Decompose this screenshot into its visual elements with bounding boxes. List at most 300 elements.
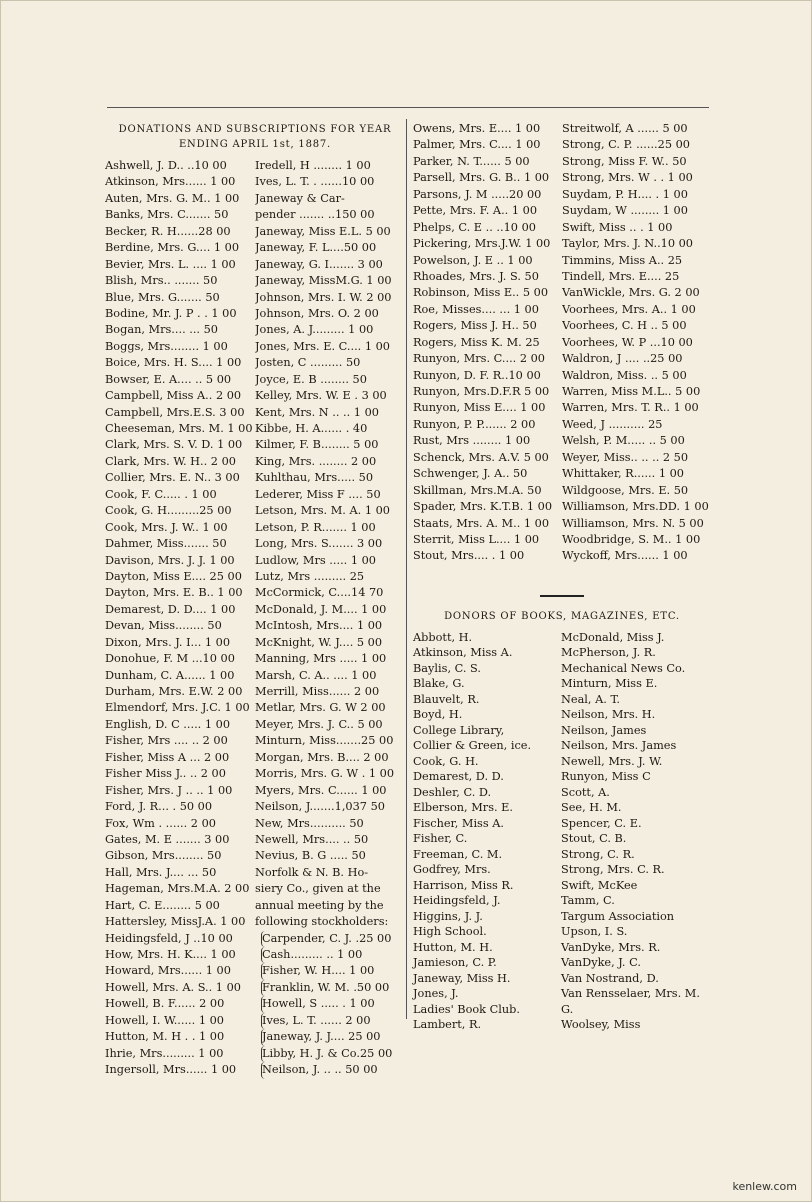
entry-text: Voorhees, W. P ...10 00	[562, 335, 693, 349]
donation-row	[105, 224, 405, 240]
donations-left-column	[105, 114, 405, 1079]
entry-text: English, D. C ..... 1 00	[105, 717, 231, 731]
entry	[562, 154, 711, 170]
entry-text: Morgan, Mrs. B.... 2 00	[255, 750, 389, 764]
entry	[255, 783, 405, 799]
entry	[255, 816, 405, 832]
donation-row	[413, 203, 711, 219]
donor-name: Lambert, R.	[413, 1018, 482, 1032]
entry	[562, 368, 711, 384]
entry	[105, 766, 255, 782]
entry-text: Manning, Mrs ..... 1 00	[255, 652, 387, 666]
entry-text: Devan, Miss........ 50	[105, 619, 222, 633]
donor-name: Spencer, C. E.	[561, 816, 642, 830]
entry-text: Jones, Mrs. E. C.... 1 00	[255, 339, 390, 353]
entry	[105, 602, 255, 618]
entry-text: Letson, Mrs. M. A. 1 00	[255, 504, 390, 518]
entry-text: Dixon, Mrs. J. I... 1 00	[105, 635, 231, 649]
donation-row	[105, 273, 405, 289]
entry-text: New, Mrs.......... 50	[255, 816, 364, 830]
entry	[255, 503, 405, 519]
entry	[105, 273, 255, 289]
donor-name: Higgins, J. J.	[413, 909, 483, 923]
entry	[105, 865, 255, 881]
entry	[413, 253, 562, 269]
donation-row	[105, 963, 405, 979]
entry-text: Fisher, Miss A ... 2 00	[105, 750, 230, 764]
entry-text: Minturn, Miss.......25 00	[255, 734, 394, 748]
donor-name: Blake, G.	[413, 677, 465, 691]
entry-text: How, Mrs. H. K.... 1 00	[105, 948, 236, 961]
entry-text: Waldron, J .... ..25 00	[562, 352, 683, 366]
entry	[562, 203, 711, 219]
entry	[413, 187, 562, 203]
entry	[255, 684, 405, 700]
entry-text: Josten, C ......... 50	[255, 356, 361, 370]
entry	[255, 421, 405, 437]
entry	[105, 1046, 255, 1062]
entry-text: Janeway, F. L....50 00	[255, 241, 377, 255]
entry	[562, 433, 711, 449]
entry-text: Warren, Mrs. T. R.. 1 00	[562, 401, 699, 415]
entry	[255, 355, 405, 371]
entry-text: Johnson, Mrs. O. 2 00	[255, 306, 379, 320]
entry	[562, 548, 711, 564]
entry-text: Dunham, C. A...... 1 00	[105, 668, 235, 682]
entry	[261, 1013, 412, 1029]
donor-name: Woolsey, Miss	[561, 1018, 641, 1032]
entry	[255, 437, 405, 453]
entry-text: Voorhees, Mrs. A.. 1 00	[562, 302, 696, 316]
entry-text: Robinson, Miss E.. 5 00	[413, 286, 549, 300]
entry	[562, 351, 711, 367]
entry-text: Banks, Mrs. C....... 50	[105, 208, 229, 222]
entry-text: Long, Mrs. S....... 3 00	[255, 537, 383, 551]
entry	[255, 240, 405, 256]
donor-name: Cook, G. H.	[413, 754, 479, 768]
donor-name: Demarest, D. D.	[413, 770, 504, 784]
entry	[413, 548, 562, 564]
donor-name: Strong, Mrs. C. R.	[561, 863, 665, 877]
entry-text: Ford, J. R... . 50 00	[105, 800, 213, 814]
entry	[105, 947, 255, 963]
entry-text: Janeway, Miss E.L. 5 00	[255, 224, 391, 238]
donation-row	[413, 417, 711, 433]
entry-text: Williamson, Mrs.DD. 1 00	[562, 500, 709, 514]
donor-name: Newell, Mrs. J. W.	[561, 754, 663, 768]
donation-row	[105, 372, 405, 388]
entry-text: Merrill, Miss...... 2 00	[255, 685, 380, 698]
donor-name: Harrison, Miss R.	[413, 878, 514, 892]
entry	[105, 717, 255, 733]
entry-text: Donohue, F. M ...10 00	[105, 652, 235, 666]
donor-name: Heidingsfeld, J.	[413, 894, 501, 908]
donation-row	[105, 487, 405, 503]
entry-text: Hart, C. E........ 5 00	[105, 898, 220, 912]
donation-row	[105, 848, 405, 864]
donation-row	[105, 750, 405, 766]
entry	[105, 963, 255, 979]
entry	[562, 170, 711, 186]
entry	[255, 487, 405, 503]
entry	[255, 651, 405, 667]
entry	[413, 368, 562, 384]
entry	[105, 684, 255, 700]
entry	[255, 914, 405, 930]
entry-text: Janeway, J. J.... 25 00	[262, 1030, 381, 1044]
donor-name: Fisher, C.	[413, 832, 468, 846]
entry-text: Owens, Mrs. E.... 1 00	[413, 122, 541, 135]
entry-text: Lutz, Mrs ......... 25	[255, 569, 365, 583]
donation-row	[105, 585, 405, 601]
entry-text: Swift, Miss .. . 1 00	[562, 220, 673, 234]
entry	[105, 1013, 255, 1029]
entry-text: Clark, Mrs. S. V. D. 1 00	[105, 438, 243, 452]
donations-heading: DONATIONS AND SUBSCRIPTIONS FOR YEAR ENDING APRIL 1st, 1887.	[118, 124, 392, 150]
entry-text: Staats, Mrs. A. M.. 1 00	[413, 516, 550, 530]
entry	[413, 417, 562, 433]
entry	[255, 454, 405, 470]
entry-text: Kent, Mrs. N .. .. 1 00	[255, 405, 379, 419]
column-divider	[406, 119, 407, 1019]
entry	[562, 121, 711, 137]
entry	[255, 618, 405, 634]
entry	[105, 421, 255, 437]
entry-text: following stockholders:	[255, 915, 389, 929]
donation-row	[105, 257, 405, 273]
entry	[261, 1062, 412, 1078]
entry	[105, 240, 255, 256]
entry	[105, 618, 255, 634]
entry-text: Skillman, Mrs.M.A. 50	[413, 483, 542, 497]
entry	[105, 290, 255, 306]
donor-name: See, H. M.	[561, 801, 622, 815]
entry-text: Becker, R. H......28 00	[105, 224, 231, 238]
donation-row	[105, 668, 405, 684]
donation-row	[105, 651, 405, 667]
entry	[255, 405, 405, 421]
entry	[413, 433, 562, 449]
entry	[562, 450, 711, 466]
donation-row	[105, 290, 405, 306]
donation-row	[105, 1062, 405, 1078]
donation-row	[105, 783, 405, 799]
entry	[261, 1046, 412, 1062]
entry-text: VanWickle, Mrs. G. 2 00	[562, 286, 700, 300]
entry	[261, 1029, 412, 1045]
entry	[105, 651, 255, 667]
entry-text: Tindell, Mrs. E.... 25	[562, 269, 680, 283]
donation-row	[105, 931, 405, 947]
donor-name: McDonald, Miss J.	[561, 630, 665, 644]
entry-text: Davison, Mrs. J. J. 1 00	[105, 553, 235, 567]
donation-row	[413, 269, 711, 285]
section-separator	[540, 595, 584, 597]
donation-row	[413, 516, 711, 532]
entry-text: Parsell, Mrs. G. B.. 1 00	[413, 171, 550, 185]
entry	[255, 290, 405, 306]
entry-text: Atkinson, Mrs...... 1 00	[105, 175, 236, 189]
entry-text: Dayton, Miss E.... 25 00	[105, 569, 242, 583]
entry-text: Runyon, Miss E.... 1 00	[413, 401, 546, 415]
entry-text: Cook, F. C..... . 1 00	[105, 487, 217, 501]
donation-row	[105, 717, 405, 733]
donor-name: Strong, C. R.	[561, 847, 635, 861]
donor-name: Janeway, Miss H.	[413, 971, 511, 985]
entry-text: Williamson, Mrs. N. 5 00	[562, 516, 704, 530]
entry	[255, 881, 405, 897]
donation-row	[105, 437, 405, 453]
entry	[105, 503, 255, 519]
entry	[255, 158, 405, 174]
donation-row	[105, 766, 405, 782]
entry	[413, 483, 562, 499]
entry-text: Cook, Mrs. J. W.. 1 00	[105, 520, 228, 534]
entry-text: Waldron, Miss. .. 5 00	[562, 368, 687, 382]
entry-text: Strong, Miss F. W.. 50	[562, 154, 687, 168]
donation-row	[413, 351, 711, 367]
entry-text: Parker, N. T...... 5 00	[413, 154, 530, 168]
donation-row	[413, 220, 711, 236]
entry-text: Newell, Mrs.... .. 50	[255, 832, 369, 846]
donor-name: College Library,	[413, 723, 505, 737]
entry-text: Collier, Mrs. E. N.. 3 00	[105, 471, 240, 485]
donor-name: Jamieson, C. P.	[413, 956, 497, 970]
donation-row	[105, 405, 405, 421]
entry-text: Howell, S ..... . 1 00	[262, 997, 375, 1011]
entry	[105, 733, 255, 749]
entry-text: Sterrit, Miss L.... 1 00	[413, 532, 540, 546]
entry-text: Runyon, Mrs. C.... 2 00	[413, 352, 545, 366]
donation-row	[413, 384, 711, 400]
donation-row	[413, 499, 711, 515]
donation-row	[413, 285, 711, 301]
entry	[261, 963, 412, 979]
entry	[413, 170, 562, 186]
donation-row	[105, 1029, 405, 1045]
donation-row	[413, 302, 711, 318]
donor-name: Runyon, Miss C	[561, 770, 651, 784]
donation-row	[105, 553, 405, 569]
entry	[105, 405, 255, 421]
entry	[105, 931, 255, 947]
entry-text: Strong, Mrs. W . . 1 00	[562, 171, 693, 185]
entry	[105, 668, 255, 684]
donation-row	[105, 322, 405, 338]
entry-text: Meyer, Mrs. J. C.. 5 00	[255, 717, 383, 731]
donation-row	[105, 865, 405, 881]
entry-text: Lederer, Miss F .... 50	[255, 487, 381, 501]
entry-text: Blish, Mrs.. ....... 50	[105, 274, 218, 288]
entry	[413, 450, 562, 466]
donor-name: Hutton, M. H.	[413, 940, 493, 954]
entry	[562, 417, 711, 433]
entry	[562, 335, 711, 351]
donation-row	[413, 532, 711, 548]
donor-name: Minturn, Miss E.	[561, 677, 658, 691]
entry-text: Joyce, E. B ........ 50	[255, 372, 367, 386]
entry-text: Howard, Mrs...... 1 00	[105, 964, 231, 978]
entry-text: Neilson, J. .. .. 50 00	[262, 1063, 378, 1077]
donation-row	[105, 816, 405, 832]
entry-text: Suydam, P. H.... . 1 00	[562, 187, 688, 201]
donation-row	[105, 898, 405, 914]
entry	[255, 733, 405, 749]
entry-text: Woodbridge, S. M.. 1 00	[562, 532, 701, 546]
entry-text: Weyer, Miss.. .. .. 2 50	[562, 450, 689, 464]
donor-name: Jones, J.	[413, 987, 459, 1001]
entry	[562, 285, 711, 301]
entry	[105, 372, 255, 388]
donation-row	[105, 536, 405, 552]
entry-text: annual meeting by the	[255, 898, 384, 912]
entry	[255, 848, 405, 864]
entry-text: Suydam, W ........ 1 00	[562, 204, 688, 218]
entry	[413, 532, 562, 548]
entry	[261, 931, 412, 947]
donation-row	[413, 318, 711, 334]
entry	[105, 585, 255, 601]
entry-text: Fisher, Mrs .... .. 2 00	[105, 734, 228, 748]
donation-row	[413, 433, 711, 449]
entry-text: Iredell, H ........ 1 00	[255, 159, 371, 172]
entry-text: Blue, Mrs. G....... 50	[105, 290, 220, 304]
entry	[413, 269, 562, 285]
donor-name: Neilson, James	[561, 723, 647, 737]
donation-row	[105, 1013, 405, 1029]
donor-name: VanDyke, Mrs. R.	[561, 940, 661, 954]
donation-row	[105, 158, 405, 174]
donations-list-2	[413, 121, 711, 565]
entry-text: Powelson, J. E .. 1 00	[413, 253, 533, 267]
donation-row	[105, 684, 405, 700]
entry	[105, 898, 255, 914]
entry	[105, 322, 255, 338]
entry-text: Rhoades, Mrs. J. S. 50	[413, 269, 539, 283]
entry-text: Welsh, P. M..... .. 5 00	[562, 434, 685, 448]
entry-text: Voorhees, C. H .. 5 00	[562, 319, 687, 333]
entry-text: Dayton, Mrs. E. B.. 1 00	[105, 586, 243, 600]
donation-row	[105, 914, 405, 930]
entry	[105, 996, 255, 1012]
entry-text: Franklin, W. M. .50 00	[262, 980, 390, 994]
entry	[105, 553, 255, 569]
entry-text: siery Co., given at the	[255, 882, 381, 896]
entry	[413, 121, 562, 137]
entry-text: Rogers, Miss J. H.. 50	[413, 319, 537, 333]
entry-text: Kuhlthau, Mrs..... 50	[255, 471, 374, 485]
donation-row	[105, 470, 405, 486]
entry-text: Hutton, M. H . . 1 00	[105, 1030, 225, 1044]
entry-text: Marsh, C. A.. .... 1 00	[255, 668, 377, 682]
donor-name: Baylis, C. S.	[413, 661, 481, 675]
entry	[255, 750, 405, 766]
donor-name: Collier & Green, ice.	[413, 739, 532, 753]
entry	[255, 191, 405, 207]
entry-text: Cook, G. H.........25 00	[105, 504, 232, 518]
entry-text: Janeway, MissM.G. 1 00	[255, 274, 392, 288]
donation-row	[413, 137, 711, 153]
entry	[105, 520, 255, 536]
entry-text: Letson, P. R....... 1 00	[255, 520, 376, 534]
entry	[562, 499, 711, 515]
entry-text: McKnight, W. J.... 5 00	[255, 635, 383, 649]
donor-name: Freeman, C. M.	[413, 847, 503, 861]
entry	[105, 257, 255, 273]
donor-name: Neal, A. T.	[561, 692, 620, 706]
donation-row	[105, 881, 405, 897]
entry	[413, 351, 562, 367]
entry	[255, 372, 405, 388]
entry	[261, 996, 412, 1012]
donor-name: Van Rensselaer, Mrs. M.	[561, 987, 700, 1001]
entry	[562, 384, 711, 400]
entry	[562, 269, 711, 285]
entry-text: Schenck, Mrs. A.V. 5 00	[413, 450, 549, 464]
entry-text: Spader, Mrs. K.T.B. 1 00	[413, 500, 553, 514]
entry-text: Hageman, Mrs.M.A. 2 00	[105, 882, 250, 896]
donor-name: Swift, McKee	[561, 878, 638, 892]
donation-row	[105, 1046, 405, 1062]
donation-row	[105, 947, 405, 963]
entry-text: Auten, Mrs. G. M.. 1 00	[105, 191, 240, 205]
entry-text: Parsons, J. M .....20 00	[413, 187, 542, 201]
entry-text: Fox, Wm . ...... 2 00	[105, 816, 216, 830]
entry-text: Ives, L. T. . ......10 00	[255, 175, 375, 189]
donation-row	[105, 996, 405, 1012]
donation-row	[105, 339, 405, 355]
donor-name: Neilson, Mrs. James	[561, 739, 677, 753]
entry-text: McCormick, C....14 70	[255, 586, 384, 600]
entry-text: Boice, Mrs. H. S.... 1 00	[105, 356, 242, 370]
entry	[255, 257, 405, 273]
entry	[255, 553, 405, 569]
donor-name: Deshler, C. D.	[413, 785, 492, 799]
entry	[562, 253, 711, 269]
entry	[255, 668, 405, 684]
donation-row	[105, 503, 405, 519]
entry	[105, 454, 255, 470]
entry-text: Libby, H. J. & Co.25 00	[262, 1046, 393, 1060]
donation-row	[105, 602, 405, 618]
donor-name: High School.	[413, 925, 487, 939]
entry	[562, 220, 711, 236]
donation-row	[413, 368, 711, 384]
donor-name: VanDyke, J. C.	[561, 956, 641, 970]
donor-name: Elberson, Mrs. E.	[413, 801, 514, 815]
entry-text: Campbell, Mrs.E.S. 3 00	[105, 405, 245, 419]
entry	[105, 470, 255, 486]
donation-row	[105, 799, 405, 815]
entry-text: McIntosh, Mrs.... 1 00	[255, 619, 383, 633]
donation-row	[413, 466, 711, 482]
entry	[413, 516, 562, 532]
entry-text: Wyckoff, Mrs...... 1 00	[562, 549, 688, 563]
donor-name: Godfrey, Mrs.	[413, 863, 491, 877]
donation-row	[105, 520, 405, 536]
entry-text: Neilson, J.......1,037 50	[255, 800, 385, 814]
entry	[562, 483, 711, 499]
entry	[413, 236, 562, 252]
entry-text: Berdine, Mrs. G.... 1 00	[105, 241, 240, 255]
entry	[105, 306, 255, 322]
entry	[255, 273, 405, 289]
entry-text: Morris, Mrs. G. W . 1 00	[255, 767, 395, 781]
entry	[255, 322, 405, 338]
entry	[413, 466, 562, 482]
donation-row	[105, 733, 405, 749]
entry	[105, 881, 255, 897]
